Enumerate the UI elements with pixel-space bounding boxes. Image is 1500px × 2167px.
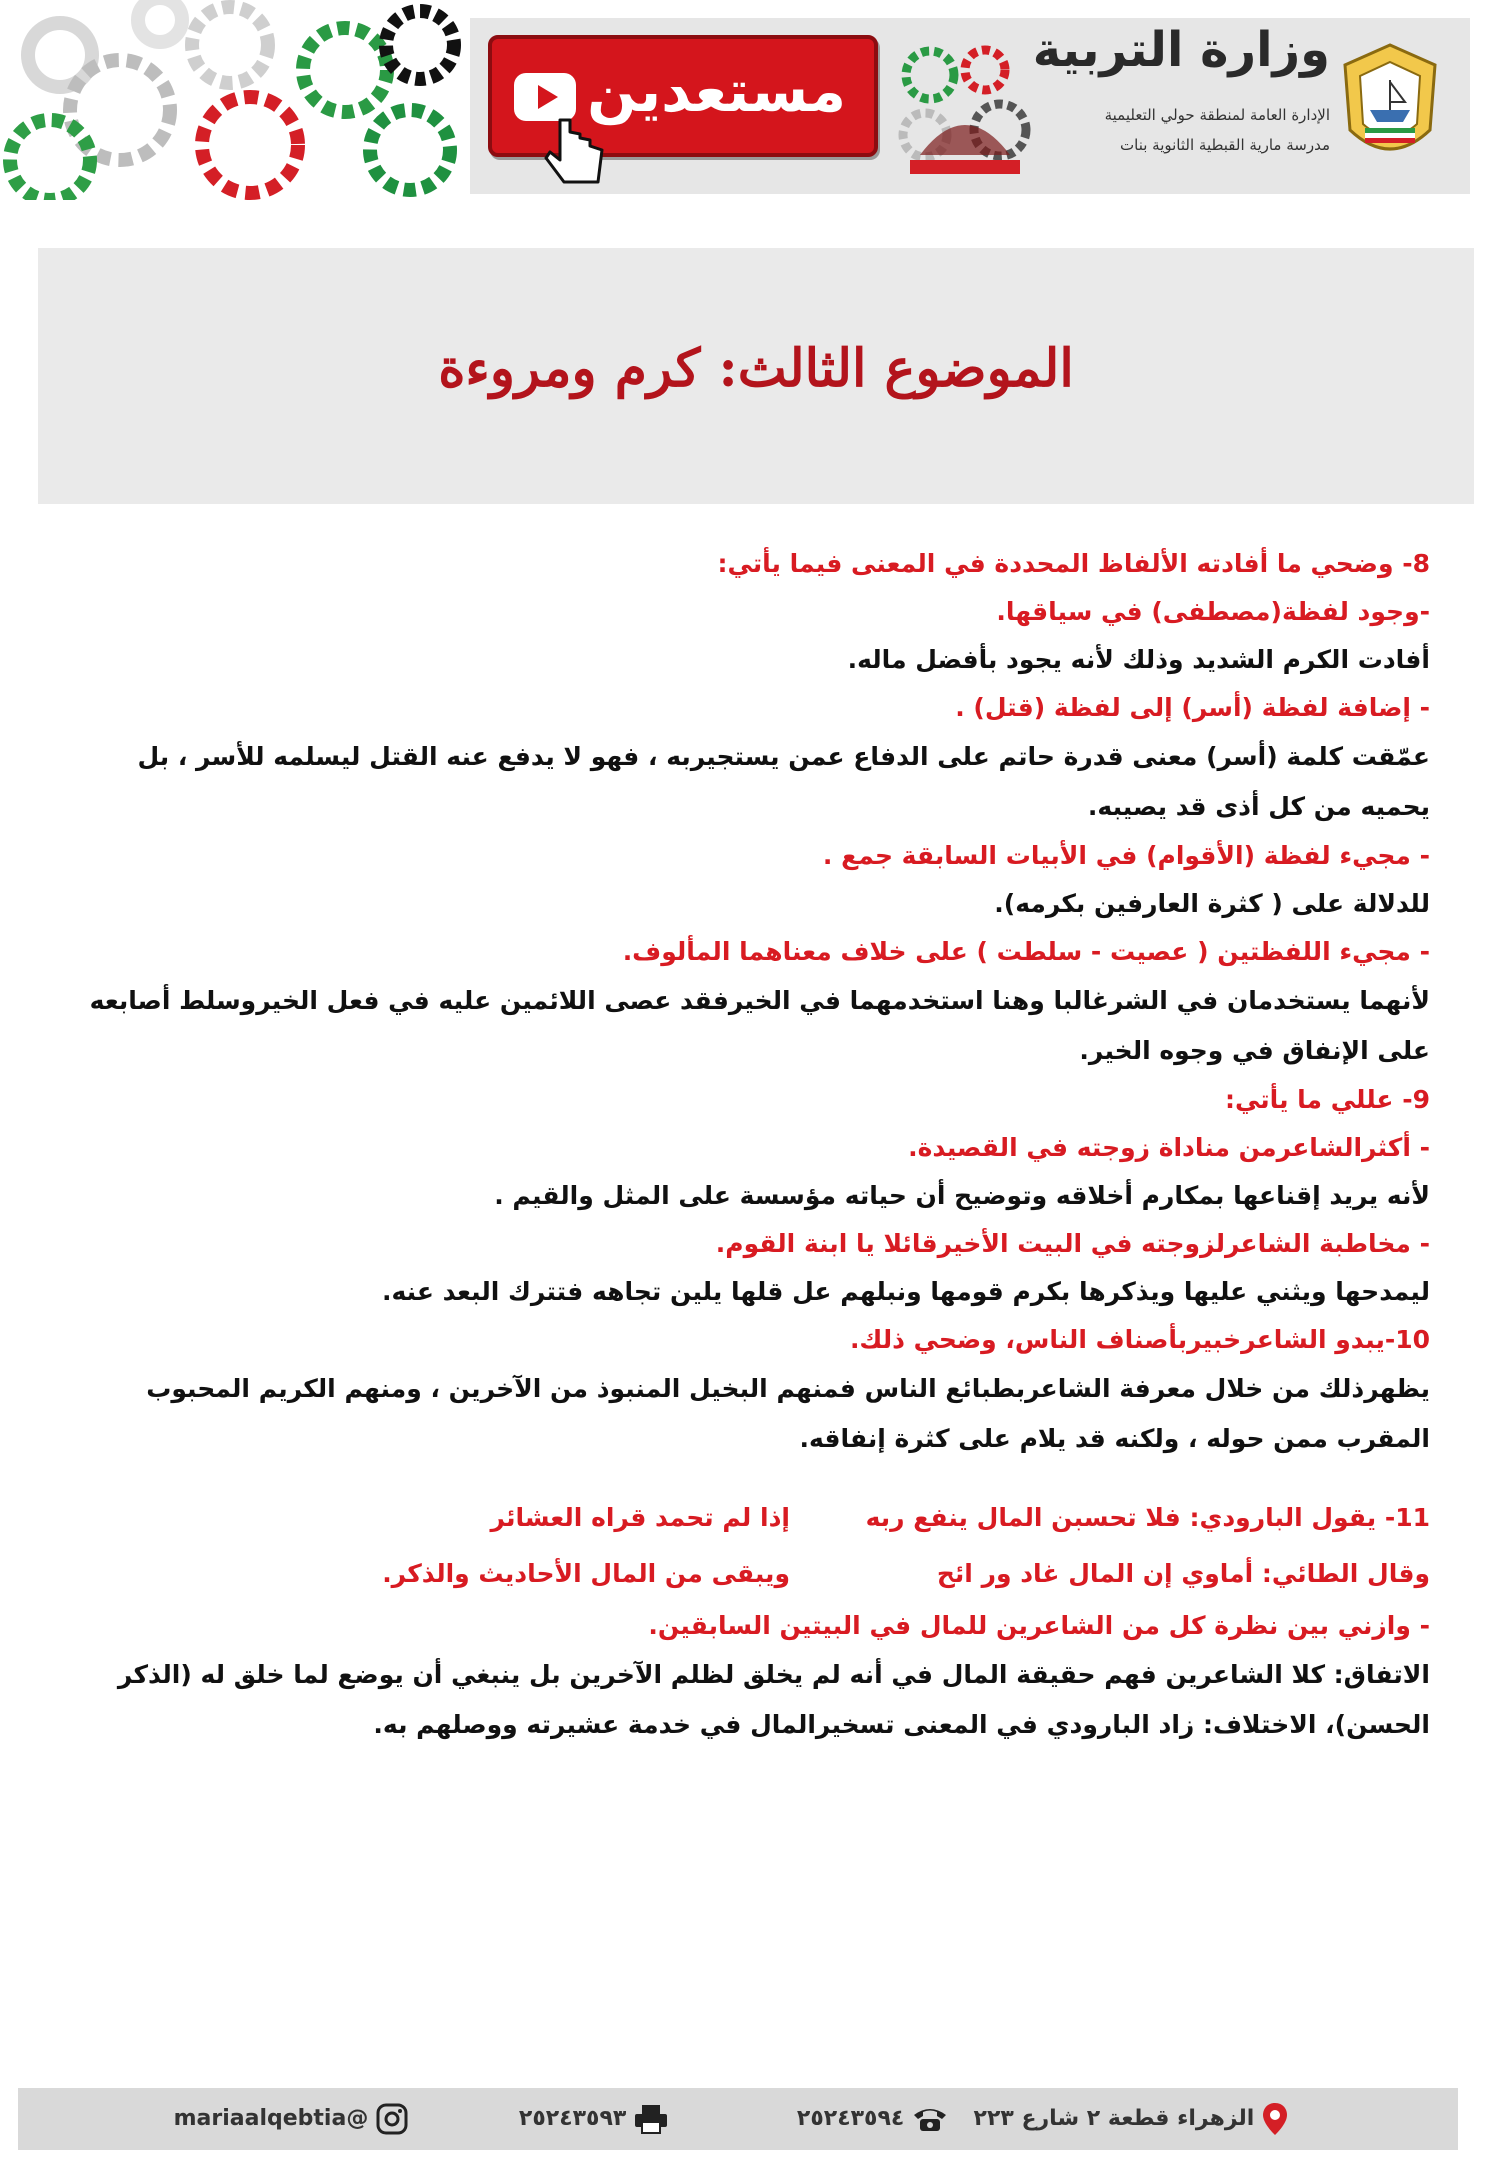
ministry-subtitle — [1030, 100, 1330, 160]
question-8-b: - إضافة لفظة (أسر) إلى لفظة (قتل) . — [955, 693, 1430, 722]
gears-decoration-icon — [0, 0, 475, 200]
verse-1-first-hemistich: 11- يقول البارودي: فلا تحسبن المال ينفع ربه — [865, 1503, 1430, 1532]
telephone-icon — [912, 2105, 948, 2133]
verse-1-second-hemistich: إذا لم تحمد قراه العشائر — [490, 1503, 790, 1532]
question-10: 10-يبدو الشاعرخبيربأصناف الناس، وضحي ذلك. — [849, 1325, 1430, 1354]
hand-cursor-icon — [540, 110, 620, 190]
footer-fax — [519, 2098, 668, 2140]
location-pin-icon — [1262, 2102, 1288, 2136]
question-11-verse-2 — [70, 1546, 1430, 1602]
school-logo-icon — [890, 35, 1040, 185]
question-9-b: - مخاطبة الشاعرلزوجته في البيت الأخيرقائلا يا ابنة القوم. — [715, 1229, 1430, 1258]
question-11-verse-1 — [70, 1490, 1430, 1546]
footer-address — [974, 2098, 1288, 2140]
footer-phone — [797, 2098, 948, 2140]
fax-printer-icon — [634, 2104, 668, 2134]
instagram-handle[interactable]: @mariaalqebtia — [173, 2106, 369, 2131]
question-11-task: - وازني بين نظرة كل من الشاعرين للمال في البيتين السابقين. — [648, 1611, 1430, 1640]
address-text: الزهراء قطعة ٢ شارع ٢٢٣ — [973, 2106, 1255, 2131]
answer-8-c: للدلالة على ( كثرة العارفين بكرمه). — [994, 889, 1430, 918]
answer-8-b: عمّقت كلمة (أسر) معنى قدرة حاتم على الدفاع عمن يستجيربه ، فهو لا يدفع عنه القتل ليسلمه للأسر ، بل يحميه من كل أذى قد يصيبه. — [137, 742, 1430, 821]
footer-bar — [18, 2088, 1458, 2150]
ministry-line-2: مدرسة مارية القبطية الثانوية بنات — [1120, 136, 1330, 154]
footer-instagram[interactable] — [174, 2098, 408, 2140]
title-box — [38, 248, 1474, 504]
instagram-icon — [376, 2103, 408, 2135]
ministry-title: وزارة التربية — [1032, 22, 1330, 78]
answer-8-d: لأنهما يستخدمان في الشرغالبا وهنا استخدمهما في الخيرفقد عصى اللائمين عليه في فعل الخيروسلط أصابعه على الإنفاق في وجوه الخير. — [89, 986, 1430, 1065]
question-9-a: - أكثرالشاعرمن مناداة زوجته في القصيدة. — [908, 1133, 1430, 1162]
fax-text: ٢٥٢٤٣٥٩٣ — [518, 2106, 627, 2131]
answer-10: يظهرذلك من خلال معرفة الشاعربطبائع الناس فمنهم البخيل المنبوذ من الآخرين ، ومنهم الكريم المحبوب المقرب ممن حوله ، ولكنه قد يلام على كثرة إنفاقه. — [146, 1374, 1430, 1453]
phone-text: ٢٥٢٤٣٥٩٤ — [796, 2106, 905, 2131]
answer-8-a: أفادت الكرم الشديد وذلك لأنه يجود بأفضل ماله. — [847, 645, 1430, 674]
header-banner — [0, 0, 1500, 200]
page-title: الموضوع الثالث: كرم ومروءة — [438, 338, 1074, 399]
question-8: 8- وضحي ما أفادته الألفاظ المحددة في المعنى فيما يأتي: — [717, 549, 1430, 578]
kuwait-emblem-icon — [1335, 40, 1445, 170]
worksheet-content — [70, 540, 1430, 1750]
question-8-a: -وجود لفظة(مصطفى) في سياقها. — [996, 597, 1430, 626]
verse-2-second-hemistich: ويبقى من المال الأحاديث والذكر. — [382, 1559, 790, 1588]
answer-11: الاتفاق: كلا الشاعرين فهم حقيقة المال في أنه لم يخلق لظلم الآخرين بل ينبغي أن يوضع لما خلق له (الذكر الحسن)، الاختلاف: زاد البارودي في المعنى تسخيرالمال في خدمة عشيرته ووصلهم به. — [117, 1660, 1430, 1739]
youtube-channel-label: مستعدين — [587, 57, 846, 125]
verse-2-first-hemistich: وقال الطائي: أماوي إن المال غاد ور ائح — [936, 1559, 1430, 1588]
answer-9-a: لأنه يريد إقناعها بمكارم أخلاقه وتوضيح أن حياته مؤسسة على المثل والقيم . — [494, 1181, 1430, 1210]
question-9: 9- عللي ما يأتي: — [1225, 1085, 1430, 1114]
ministry-line-1: الإدارة العامة لمنطقة حولي التعليمية — [1104, 106, 1330, 124]
answer-9-b: ليمدحها ويثني عليها ويذكرها بكرم قومها ونبلهم عل قلها يلين تجاهه فتترك البعد عنه. — [381, 1277, 1430, 1306]
question-8-d: - مجيء اللفظتين ( عصيت - سلطت ) على خلاف معناهما المألوف. — [622, 937, 1430, 966]
question-8-c: - مجيء لفظة (الأقوام) في الأبيات السابقة جمع . — [822, 841, 1430, 870]
